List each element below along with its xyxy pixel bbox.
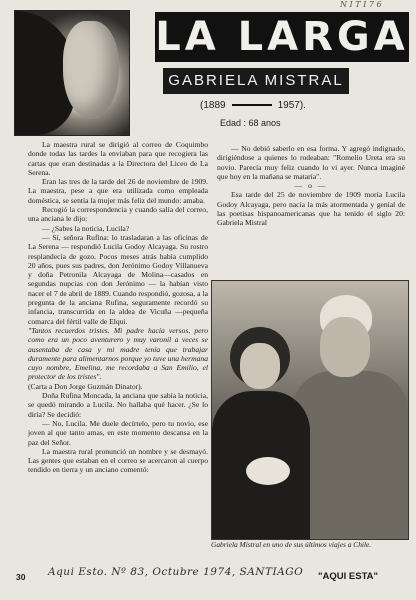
death-year: 1957). xyxy=(277,100,306,111)
handwritten-top-note: N I T I 7 6 xyxy=(340,0,382,9)
handwritten-source-note: Aqui Esto. Nº 83, Octubre 1974, SANTIAGO xyxy=(48,566,304,578)
paragraph: — Sí, señora Rufina: lo trasladaran a las oficinas de La Serena — respondió Lucila Godoy Alcayaga. Su rostro resplandecía de gozo. Pocos meses atrás había cumplido 20 años, pues sus padres, don Jerónimo Godoy Villanueva y doña Petronila Alcayaga de Molina—casados en segundas nupcias con don Jerónimo — la habían visto nacer el 7 de abril de 1889. Cuando respondió, gozosa, a la pregunta de la anciana Rufina, seguramente recordó su infancia, transcurrida en la aldea de Vicuña —pequeña comarca del fértil valle de Elqui. xyxy=(28,232,208,326)
travel-photo xyxy=(211,280,409,540)
paragraph: La maestra rural pronunció un nombre y se desmayó. Las gentes que estaban en el correo se acercaron al cuerpo tendido en tierra y un anciano comentó: xyxy=(28,446,208,475)
section-divider: — o — xyxy=(294,181,328,191)
photo-figure-left-face xyxy=(240,343,280,389)
photo-caption: Gabriela Mistral en uno de sus últimos viajes a Chile. xyxy=(211,540,372,549)
portrait-photo xyxy=(14,10,130,136)
article-title: LA LARGA xyxy=(155,14,409,60)
quote-source: (Carta a Don Jorge Guzmán Dinator). xyxy=(28,381,143,391)
dates-dash xyxy=(232,104,272,106)
age-label: Edad : 68 anos xyxy=(220,118,281,128)
paragraph: — No, Lucila. Me duele decírtelo, pero tu novio, ese joven al que tanto amas, en este momento descansa en la paz del Señor. xyxy=(28,418,208,447)
photo-flowers xyxy=(246,457,290,485)
right-text-column xyxy=(217,144,405,228)
paragraph: — No debió saberlo en esa forma. Y agregó indignado, dirigiéndose a quienes lo rodeaban: "Romelio Ureta era su novio. Parecía muy feliz cuando lo vi ayer. Nunca imaginé que hoy en la mañana se mataría". xyxy=(217,144,405,181)
paragraph: Eran las tres de la tarde del 26 de noviembre de 1909. La maestra, pese a que era utilizada como empleada doméstica, se sentía la mujer más feliz del mundo: amaba. xyxy=(28,177,208,205)
left-text-column xyxy=(28,140,208,475)
paragraph: Esa tarde del 25 de noviembre de 1909 moría Lucila Godoy Alcayaga, pero nacía la más atormentada y genial de las poetisas hispanoamericanas que ha tenido el siglo 20: Gabriela Mistral xyxy=(217,190,405,228)
photo-figure-right-face xyxy=(320,317,370,377)
portrait-face xyxy=(63,21,119,119)
quote-paragraph: "Tantos recuerdos tristes. Mi padre hacía versos, pero como era un poco aventurero y muy varonil a veces se ausentaba de casa y mi madre tenía que trabajar duramente para alimentarnos porque yo tuve una hermana cuyo nombre, Emelina, me recordaba a San Emilio, el protector de los tristes". xyxy=(28,325,208,382)
paragraph: Doña Rufina Moncada, la anciana que sabía la noticia, se quedó mirando a Lucila. No hallaba qué hacer. ¿Se lo diría? Se decidió: xyxy=(28,391,208,419)
page-number: 30 xyxy=(16,572,26,582)
paragraph: — ¿Sabes la noticia, Lucila? xyxy=(42,223,130,233)
author-name: GABRIELA MISTRAL xyxy=(163,68,349,94)
paragraph: La maestra rural se dirigió al correo de Coquimbo donde todas las tardes la enviaban para que recogiera las cartas que eran destinadas a la Directora del Liceo de La Serena. xyxy=(28,140,208,177)
life-dates xyxy=(200,100,306,111)
birth-year: (1889 xyxy=(200,100,226,111)
publication-name: "AQUI ESTA" xyxy=(318,571,379,582)
paragraph: Recogió la correspondencia y cuando salía del correo, una anciana le dijo: xyxy=(28,205,208,224)
